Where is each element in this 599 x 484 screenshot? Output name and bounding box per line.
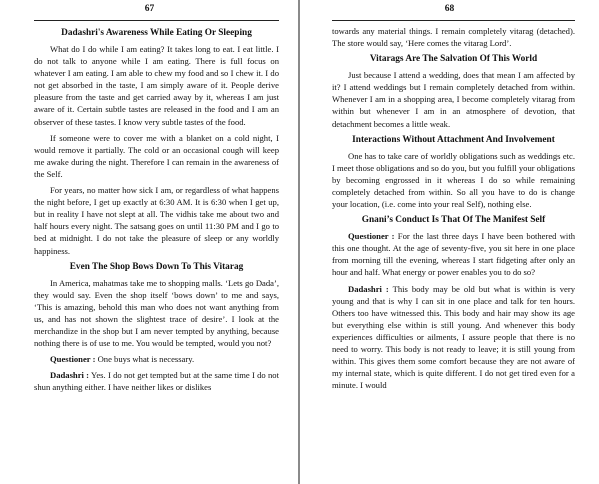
dialogue-paragraph <box>34 369 279 393</box>
speaker-label: Dadashri : <box>50 370 90 381</box>
section-heading: Even The Shop Bows Down To This Vitarag <box>69 261 244 272</box>
section-heading: Dadashri's Awareness While Eating Or Sleeping <box>61 28 252 38</box>
speaker-label: Dadashri : <box>348 283 389 294</box>
paragraph: What do I do while I am eating? It takes long to eat. I eat little. I do not talk to anyone while I am eating. There is full focus on whatever I am eating. I am able to chew my food and so I chew it. I do not get absorbed in the taste, I am simply aware of it. People derive pleasure from the taste and get carried away by it, whereas I am just aware of it. Certain subtle tastes are released in the food and I am an observer of these tastes. I know very subtle tastes of the food. <box>34 44 279 127</box>
speaker-label: Questioner : <box>348 231 395 242</box>
header-rule <box>34 20 279 21</box>
page-number: 68 <box>444 4 455 14</box>
page-number: 67 <box>144 4 155 14</box>
header-rule <box>332 20 575 21</box>
paragraph: If someone were to cover me with a blanket on a cold night, I would remove it partially. The cold or an occasional cough will keep me awake during the night. Therefore I can remain in the awareness of the Self. <box>34 132 279 179</box>
dialogue-text: One buys what is necessary. <box>95 354 195 365</box>
paragraph: For years, no matter how sick I am, or regardless of what happens the night before, I get up exactly at 6:30 AM. It is 6:30 when I get up, but in reality I have not slept at all. The vidhis take me about two and half hours every night. The satsang goes on until 11:30 PM and I go to bed at midnight. I do not take the pleasure of sleep or any worldly happiness. <box>34 185 279 256</box>
dialogue-text: This body may be old but what is within is very young and that is why I can sit in one place and talk for ten hours. Others too have witnessed this. This body and hair may show its age but everything else within is still young. And whenever this body experiences difficulties or ailments, I assure people that there is no need to worry. This body is not ready to leave; it is still young from within. This gives them some comfort because they are not aware of my internal state, which is quite different. I do not get tired even for a minute. I would <box>332 283 576 391</box>
section-heading: Interactions Without Attachment And Involvement <box>352 134 555 145</box>
page-content <box>332 25 575 395</box>
speaker-label: Questioner : <box>50 354 96 365</box>
paragraph: towards any material things. I remain completely vitarag (detached). The store would say, ‘Here comes the vitarag Lord’. <box>332 26 575 49</box>
dialogue-text: For the last three days I have been bothered with this one thought. At the age of seventy-five, you sit here in one place from morning till the evening, whereas I start fidgeting after only an hour and half. What energy or power enables you to do so? <box>332 231 576 278</box>
left-page <box>0 0 299 484</box>
dialogue-paragraph <box>332 230 575 278</box>
paragraph: Just because I attend a wedding, does that mean I am affected by it? I attend weddings but I remain completely detached from within. Whenever I am in a shopping area, I become completely vitarag from within but whenever I am in an atmosphere of devotion, that detachment becomes a little weak. <box>332 70 575 129</box>
page-content <box>34 25 279 397</box>
section-heading: Vitarags Are The Salvation Of This World <box>369 54 538 65</box>
paragraph: In America, mahatmas take me to shopping malls. ‘Lets go Dada’, they would say. Even the shop itself ‘bows down’ to me and says, ‘This is amazing, behold this man who does not want anything from us, and has not shown the slightest trace of desire’. I look at the merchandize in the shop but I am never tempted by anything, because nothing there is of use to me. You would be tempted, would you not? <box>34 277 279 349</box>
dialogue-paragraph <box>34 353 279 365</box>
section-heading: Gnani’s Conduct Is That Of The Manifest Self <box>361 215 546 226</box>
right-page <box>300 0 599 484</box>
dialogue-text: Yes. I do not get tempted but at the same time I do not shun anything either. I have neither likes or dislikes <box>34 370 279 393</box>
dialogue-paragraph <box>332 283 575 392</box>
paragraph: One has to take care of worldly obligations such as weddings etc. I meet those obligations and so do you, but you fulfill your obligations by becoming engrossed in it whereas I do so while remaining completely detached from within. So all you have to do is change your location, (i.e. come into your real Self), nothing else. <box>332 150 575 210</box>
